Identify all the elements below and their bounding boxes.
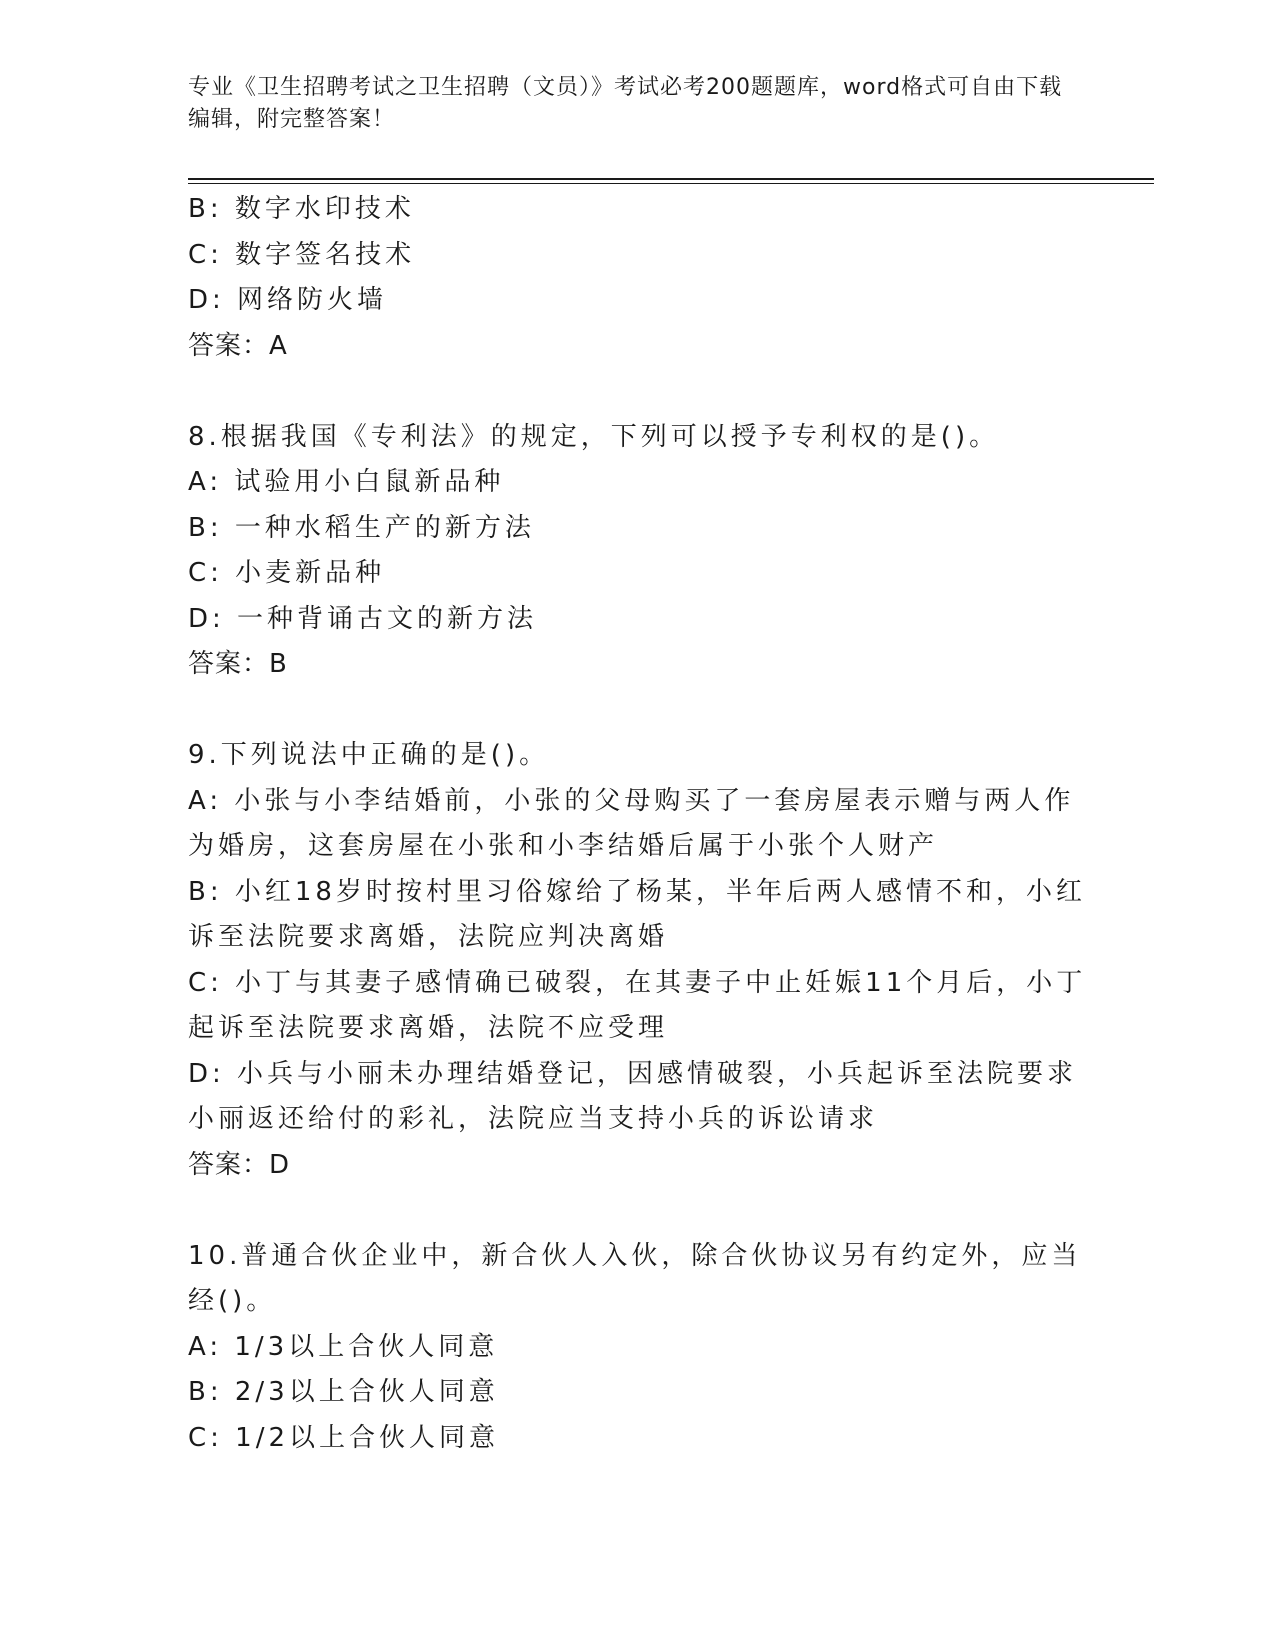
option-c: C: 小丁与其妻子感情确已破裂，在其妻子中止妊娠11个月后，小丁起诉至法院要求离婚，法院不应受理 (188, 967, 1087, 1043)
option-d: D: 一种背诵古文的新方法 (188, 603, 538, 634)
spacer (188, 688, 1088, 734)
option-a: A: 1/3以上合伙人同意 (188, 1331, 499, 1362)
question-8: 8.根据我国《专利法》的规定，下列可以授予专利权的是()。 (188, 421, 1000, 452)
option-b: B: 小红18岁时按村里习俗嫁给了杨某，半年后两人感情不和，小红诉至法院要求离婚，法院应判决离婚 (188, 876, 1086, 952)
option-d: D: 小兵与小丽未办理结婚登记，因感情破裂，小兵起诉至法院要求小丽返还给付的彩礼，法院应当支持小兵的诉讼请求 (188, 1058, 1078, 1134)
question-10: 10.普通合伙企业中，新合伙人入伙，除合伙协议另有约定外，应当经()。 (188, 1240, 1082, 1316)
option-c: C: 数字签名技术 (188, 239, 416, 270)
spacer (188, 1188, 1088, 1234)
option-b: B: 数字水印技术 (188, 194, 415, 224)
option-c: C: 1/2以上合伙人同意 (188, 1422, 500, 1453)
spacer (188, 369, 1088, 415)
question-content (188, 187, 1088, 1461)
option-d: D: 网络防火墙 (188, 285, 388, 315)
header-rule-thick (188, 178, 1154, 180)
answer-line: 答案：A (188, 330, 288, 361)
option-a: A: 试验用小白鼠新品种 (188, 467, 505, 497)
option-a: A: 小张与小李结婚前，小张的父母购买了一套房屋表示赠与两人作为婚房，这套房屋在小张和小李结婚后属于小张个人财产 (188, 785, 1075, 861)
answer-line: 答案：B (188, 649, 288, 679)
answer-line: 答案：D (188, 1149, 291, 1180)
header-rule-thin (188, 183, 1154, 184)
question-9: 9.下列说法中正确的是()。 (188, 740, 550, 770)
option-c: C: 小麦新品种 (188, 558, 386, 588)
option-b: B: 2/3以上合伙人同意 (188, 1377, 499, 1407)
option-b: B: 一种水稻生产的新方法 (188, 512, 535, 543)
page-header: 专业《卫生招聘考试之卫生招聘（文员）》考试必考200题题库，word格式可自由下载编辑，附完整答案！ (188, 75, 1063, 132)
